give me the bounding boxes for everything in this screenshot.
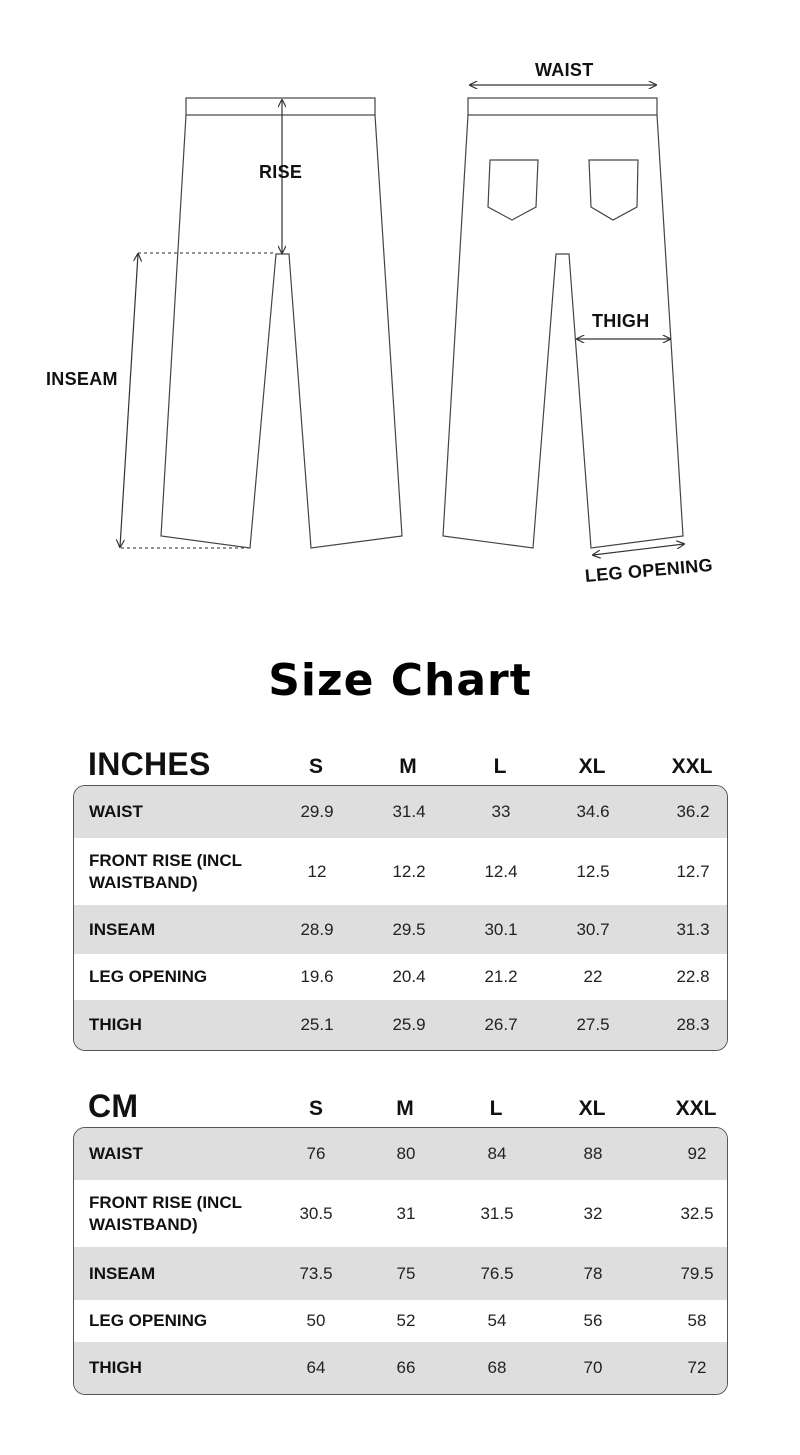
inseam-arrow xyxy=(120,254,138,547)
table-cell: 28.9 xyxy=(300,919,334,939)
table-cell: 22 xyxy=(583,967,603,986)
thigh-label: THIGH xyxy=(592,311,650,331)
row-label: LEG OPENING xyxy=(89,967,208,986)
table-cell: 31.4 xyxy=(392,802,426,821)
size-heading: XXL xyxy=(675,1097,717,1120)
table-row xyxy=(74,1128,727,1180)
table-cell: 34.6 xyxy=(576,802,610,821)
size-table-cm xyxy=(73,1087,728,1395)
table-row xyxy=(74,954,727,1000)
table-header xyxy=(73,745,728,785)
table-cell: 56 xyxy=(583,1311,603,1330)
page-title: Size Chart xyxy=(268,655,532,706)
table-cell: 26.7 xyxy=(484,1015,518,1034)
table-cell: 31.3 xyxy=(676,919,710,939)
row-label: FRONT RISE (INCL WAISTBAND) xyxy=(89,1192,242,1234)
size-heading: XXL xyxy=(671,755,713,778)
table-cell: 25.9 xyxy=(392,1015,426,1034)
table-cell: 52 xyxy=(396,1311,416,1330)
table-cell: 76.5 xyxy=(480,1263,514,1283)
row-label: INSEAM xyxy=(89,919,156,939)
table-row xyxy=(74,1000,727,1050)
back-pocket-left xyxy=(488,160,538,220)
size-heading: XL xyxy=(578,755,606,778)
table-cell: 22.8 xyxy=(676,967,710,986)
table-cell: 72 xyxy=(687,1358,707,1377)
table-cell: 30.7 xyxy=(576,919,610,939)
table-cell: 73.5 xyxy=(299,1263,333,1283)
row-label: THIGH xyxy=(89,1358,142,1377)
table-cell: 66 xyxy=(396,1358,416,1377)
back-pocket-right xyxy=(589,160,638,220)
pants-diagram xyxy=(0,0,800,620)
table-cell: 32.5 xyxy=(680,1203,714,1223)
table-cell: 84 xyxy=(487,1144,507,1163)
row-label: FRONT RISE (INCL WAISTBAND) xyxy=(89,850,242,892)
size-heading: XL xyxy=(578,1097,606,1120)
row-label: WAIST xyxy=(89,802,143,821)
table-row xyxy=(74,838,727,905)
table-header xyxy=(73,1087,728,1127)
inseam-label: INSEAM xyxy=(46,369,118,389)
size-heading: M xyxy=(399,755,417,778)
table-cell: 79.5 xyxy=(680,1263,714,1283)
table-cell: 12.4 xyxy=(484,861,518,881)
unit-heading: CM xyxy=(88,1088,139,1124)
front-waistband xyxy=(186,98,375,115)
table-cell: 76 xyxy=(306,1144,326,1163)
table-cell: 70 xyxy=(583,1358,603,1377)
table-cell: 12.5 xyxy=(576,861,610,881)
table-cell: 54 xyxy=(487,1311,507,1330)
table-cell: 31.5 xyxy=(480,1203,514,1223)
size-heading: M xyxy=(396,1097,414,1120)
table-cell: 31 xyxy=(396,1203,416,1223)
size-heading: S xyxy=(308,1097,323,1120)
table-cell: 92 xyxy=(687,1144,707,1163)
table-row xyxy=(74,905,727,954)
table-cell: 25.1 xyxy=(300,1015,334,1034)
table-cell: 12 xyxy=(307,861,327,881)
table-cell: 20.4 xyxy=(392,967,426,986)
table-cell: 30.1 xyxy=(484,919,518,939)
table-cell: 36.2 xyxy=(676,802,710,821)
size-heading: L xyxy=(493,755,507,778)
size-heading: L xyxy=(489,1097,503,1120)
table-cell: 68 xyxy=(487,1358,507,1377)
leg-opening-label: LEG OPENING xyxy=(584,554,714,586)
table-cell: 78 xyxy=(583,1263,603,1283)
row-label: WAIST xyxy=(89,1144,143,1163)
table-cell: 88 xyxy=(583,1144,603,1163)
size-table-inches xyxy=(73,745,728,1051)
table-cell: 30.5 xyxy=(299,1203,333,1223)
table-cell: 29.9 xyxy=(300,802,334,821)
table-cell: 80 xyxy=(396,1144,416,1163)
row-label: THIGH xyxy=(89,1015,142,1034)
table-cell: 12.2 xyxy=(392,861,426,881)
table-cell: 19.6 xyxy=(300,967,334,986)
row-label: INSEAM xyxy=(89,1263,156,1283)
size-heading: S xyxy=(308,755,323,778)
table-row xyxy=(74,1342,727,1394)
table-cell: 32 xyxy=(583,1203,603,1223)
table-row xyxy=(74,1180,727,1247)
table-row xyxy=(74,786,727,838)
table-row xyxy=(74,1300,727,1342)
table-cell: 64 xyxy=(306,1358,326,1377)
table-cell: 21.2 xyxy=(484,967,518,986)
table-cell: 29.5 xyxy=(392,919,426,939)
waist-label: WAIST xyxy=(535,60,594,80)
back-waistband xyxy=(468,98,657,115)
table-cell: 12.7 xyxy=(676,861,710,881)
table-cell: 50 xyxy=(306,1311,326,1330)
table-cell: 28.3 xyxy=(676,1015,710,1034)
table-cell: 75 xyxy=(396,1263,416,1283)
table-body xyxy=(73,785,728,1051)
pants-illustration xyxy=(0,0,800,620)
table-row xyxy=(74,1247,727,1300)
table-body xyxy=(73,1127,728,1395)
table-cell: 58 xyxy=(687,1311,707,1330)
rise-label: RISE xyxy=(259,162,303,182)
table-cell: 33 xyxy=(491,802,511,821)
unit-heading: INCHES xyxy=(88,746,211,782)
row-label: LEG OPENING xyxy=(89,1311,208,1330)
table-cell: 27.5 xyxy=(576,1015,610,1034)
